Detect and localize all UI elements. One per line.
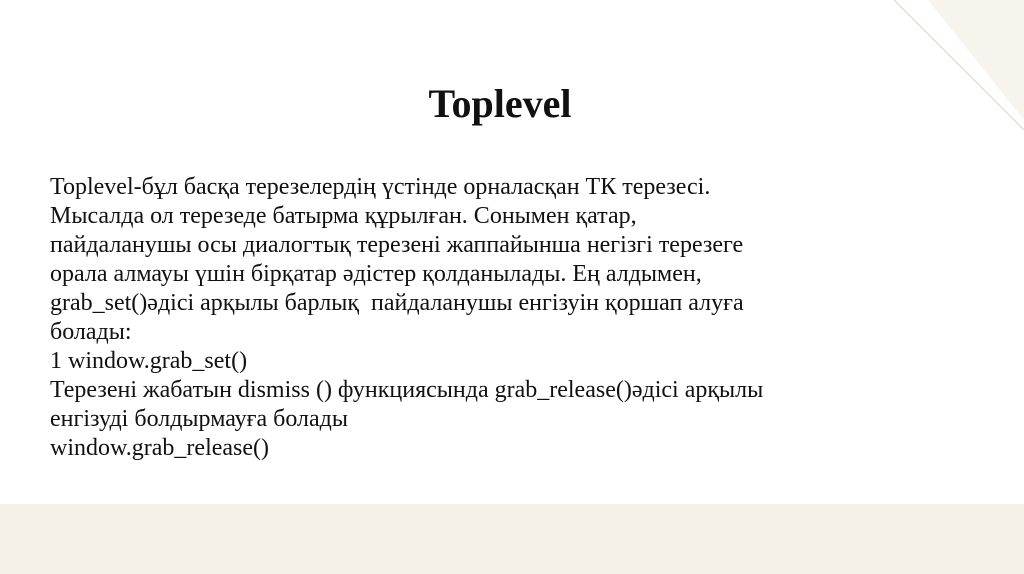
body-line: Toplevel-бұл басқа терезелердің үстінде орналасқан ТК терезесі. bbox=[50, 174, 711, 200]
footer-band bbox=[0, 504, 1024, 574]
body-line: пайдаланушы осы диалогтық терезені жаппайынша негізгі терезеге bbox=[50, 232, 744, 258]
body-line: grab_set()әдісі арқылы барлық пайдаланушы енгізуін қоршап алуға bbox=[50, 290, 744, 316]
body-line: Терезені жабатын dismiss () функциясында grab_release()әдісі арқылы bbox=[50, 377, 764, 403]
body-line: енгізуді болдырмауға болады bbox=[50, 406, 349, 432]
slide-title: Toplevel bbox=[428, 81, 572, 126]
code-line: window.grab_release() bbox=[50, 435, 270, 461]
slide-body bbox=[50, 173, 990, 463]
body-line: Мысалда ол терезеде батырма құрылған. Сонымен қатар, bbox=[50, 203, 637, 229]
code-line: 1 window.grab_set() bbox=[50, 348, 248, 374]
body-line: орала алмауы үшін бірқатар әдістер қолданылады. Ең алдымен, bbox=[50, 261, 702, 287]
body-line: болады: bbox=[50, 319, 132, 345]
